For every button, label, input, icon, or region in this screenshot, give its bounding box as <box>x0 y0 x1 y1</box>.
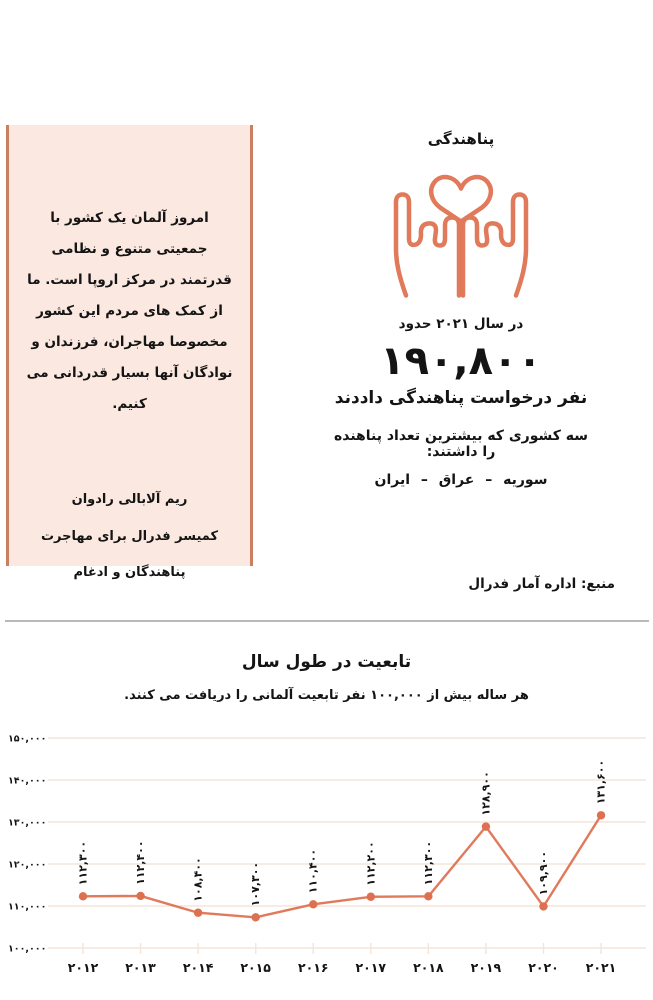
svg-text:۲۰۱۲: ۲۰۱۲ <box>67 960 99 975</box>
asylum-number-caption: نفر درخواست پناهندگی داددند <box>334 388 588 408</box>
svg-text:۱۰۷,۳۰۰: ۱۰۷,۳۰۰ <box>249 861 263 907</box>
author-title-line1: کمیسر فدرال برای مهاجرت <box>40 528 219 544</box>
svg-text:۲۰۱۷: ۲۰۱۷ <box>355 960 387 975</box>
quote-author <box>9 482 250 591</box>
svg-text:۱۲۰,۰۰۰: ۱۲۰,۰۰۰ <box>8 859 47 871</box>
svg-text:۲۰۱۳: ۲۰۱۳ <box>125 960 156 975</box>
svg-text:۲۰۱۹: ۲۰۱۹ <box>470 960 502 975</box>
svg-text:۲۰۱۶: ۲۰۱۶ <box>297 960 329 975</box>
svg-text:۱۱۰,۴۰۰: ۱۱۰,۴۰۰ <box>306 848 320 894</box>
quote-paragraph: امروز آلمان یک کشور با جمعیتی متنوع و نظامی قدرتمند در مرکز اروپا است. ما از کمک های مردم این کشور مخصوصا مهاجران، فرزندان و نوادگان آنها بسیار قدردانی می کنیم. <box>26 210 233 413</box>
hands-holding-heart-icon <box>386 158 536 310</box>
svg-text:۱۱۲,۳۰۰: ۱۱۲,۳۰۰ <box>76 840 90 886</box>
svg-text:۱۰۸,۴۰۰: ۱۰۸,۴۰۰ <box>191 857 205 902</box>
author-title-line2: پناهندگان و ادغام <box>73 565 186 581</box>
citizenship-line-chart <box>0 723 653 981</box>
svg-text:۱۱۲,۴۰۰: ۱۱۲,۴۰۰ <box>134 840 148 885</box>
chart-title: تابعیت در طول سال <box>241 652 412 672</box>
section-divider <box>5 620 649 622</box>
svg-text:۱۲۸,۹۰۰: ۱۲۸,۹۰۰ <box>479 771 493 816</box>
svg-text:۱۳۰,۰۰۰: ۱۳۰,۰۰۰ <box>8 817 47 829</box>
svg-text:۱۰۹,۹۰۰: ۱۰۹,۹۰۰ <box>536 850 550 896</box>
top-countries-label: سه کشوری که بیشترین تعداد پناهنده را داشتند: <box>333 428 589 460</box>
chart-subtitle: هر ساله بیش از ۱۰۰,۰۰۰ نفر تابعیت آلمانی را دریافت می کنند. <box>124 688 529 703</box>
asylum-hero <box>330 130 592 488</box>
svg-text:۱۵۰,۰۰۰: ۱۵۰,۰۰۰ <box>8 733 47 745</box>
svg-text:۱۰۰,۰۰۰: ۱۰۰,۰۰۰ <box>8 943 47 955</box>
source-label: منبع: اداره آمار فدرال <box>468 576 615 592</box>
top-countries-list: سوریه – عراق – ایران <box>374 472 548 488</box>
svg-text:۱۱۲,۳۰۰: ۱۱۲,۳۰۰ <box>421 840 435 886</box>
author-name: ریم آلابالی رادوان <box>71 492 188 508</box>
svg-text:۲۰۲۱: ۲۰۲۱ <box>585 960 617 975</box>
svg-text:۱۳۱,۶۰۰: ۱۳۱,۶۰۰ <box>594 759 608 805</box>
hero-title: پناهندگی <box>427 130 495 148</box>
quote-card <box>6 125 253 581</box>
svg-text:۱۴۰,۰۰۰: ۱۴۰,۰۰۰ <box>8 775 47 787</box>
svg-text:۲۰۱۴: ۲۰۱۴ <box>182 960 214 975</box>
year-intro-text: در سال ۲۰۲۱ حدود <box>398 316 524 332</box>
svg-text:۲۰۲۰: ۲۰۲۰ <box>528 960 559 975</box>
svg-text:۲۰۱۵: ۲۰۱۵ <box>240 960 271 975</box>
svg-text:۲۰۱۸: ۲۰۱۸ <box>413 960 444 975</box>
svg-text:۱۱۰,۰۰۰: ۱۱۰,۰۰۰ <box>8 901 47 913</box>
svg-text:۱۱۲,۲۰۰: ۱۱۲,۲۰۰ <box>364 841 378 886</box>
asylum-applicants-number: ۱۹۰,۸۰۰ <box>380 338 542 384</box>
